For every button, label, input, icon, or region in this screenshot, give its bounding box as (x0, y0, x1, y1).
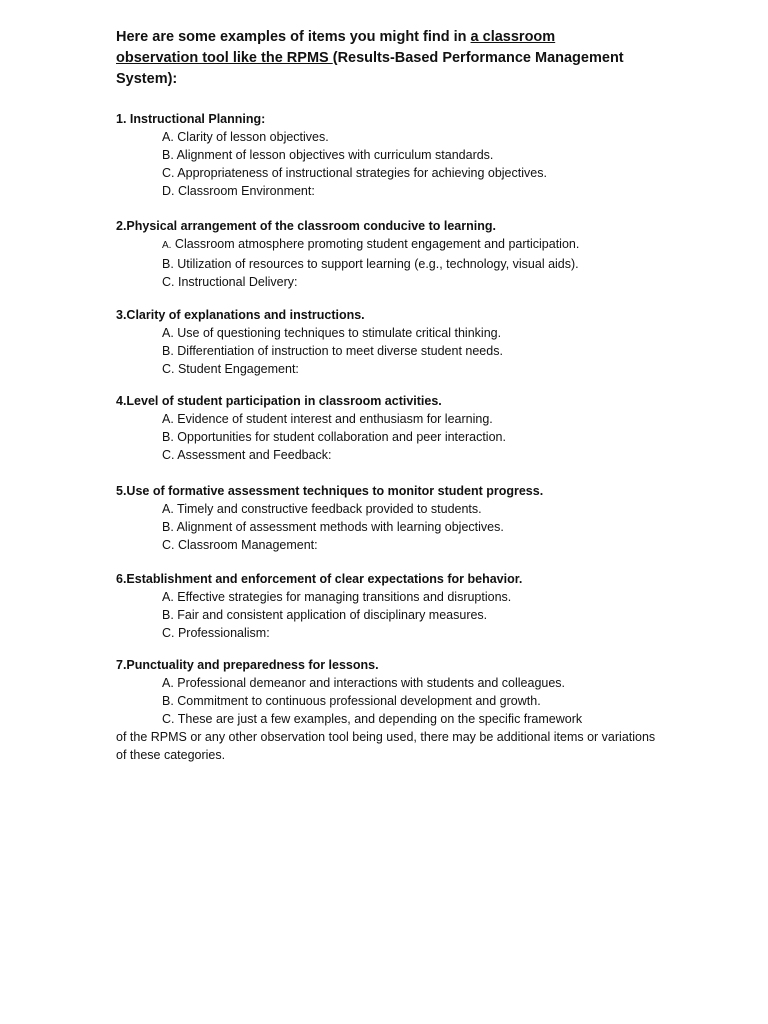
section-clarity (116, 306, 716, 378)
title-system-name: (Results-Based Performance Management System): (116, 50, 624, 87)
list-item: A. Effective strategies for managing transitions and disruptions. (162, 590, 512, 604)
section-heading: 7.Punctuality and preparedness for lessons. (116, 658, 379, 672)
list-item (116, 235, 716, 255)
item-text: Classroom atmosphere promoting student engagement and participation. (171, 237, 580, 251)
closing-first-line: C. These are just a few examples, and depending on the specific framework (162, 712, 583, 726)
list-item: D. Classroom Environment: (162, 184, 315, 198)
section-heading: 1. Instructional Planning: (116, 112, 266, 126)
list-item: A. Timely and constructive feedback provided to students. (162, 502, 482, 516)
section-heading: 3.Clarity of explanations and instructions. (116, 308, 365, 322)
list-item: A. Use of questioning techniques to stimulate critical thinking. (162, 326, 502, 340)
title-underlined: a classroom observation tool like the RPMS (116, 29, 556, 66)
list-item: C. Professionalism: (162, 626, 270, 640)
section-heading: 6.Establishment and enforcement of clear expectations for behavior. (116, 572, 523, 586)
section-heading: 5.Use of formative assessment techniques to monitor student progress. (116, 484, 544, 498)
item-letter: A. (162, 240, 172, 251)
list-item: B. Fair and consistent application of disciplinary measures. (162, 608, 488, 622)
list-item: A. Evidence of student interest and enthusiasm for learning. (162, 412, 493, 426)
list-item: C. Appropriateness of instructional strategies for achieving objectives. (162, 166, 547, 180)
title-intro: Here are some examples of items you might find in (116, 29, 471, 45)
document-title (116, 27, 636, 90)
list-item: A. Clarity of lesson objectives. (162, 130, 329, 144)
section-heading: 4.Level of student participation in classroom activities. (116, 394, 442, 408)
section-expectations (116, 570, 716, 642)
section-physical-arrangement (116, 217, 716, 291)
section-punctuality (116, 656, 716, 764)
list-item: B. Opportunities for student collaboration and peer interaction. (162, 430, 506, 444)
list-item: C. Student Engagement: (162, 362, 299, 376)
list-item: A. Professional demeanor and interactions with students and colleagues. (162, 676, 566, 690)
list-item: C. Instructional Delivery: (162, 275, 298, 289)
section-instructional-planning (116, 110, 716, 200)
section-student-participation (116, 392, 716, 464)
list-item: B. Commitment to continuous professional development and growth. (162, 694, 541, 708)
list-item: B. Alignment of assessment methods with learning objectives. (162, 520, 504, 534)
section-heading: 2.Physical arrangement of the classroom conducive to learning. (116, 219, 496, 233)
list-item: C. Classroom Management: (162, 538, 318, 552)
closing-paragraph: of the RPMS or any other observation tool being used, there may be additional items or variations of these categories. (116, 730, 656, 762)
list-item: B. Alignment of lesson objectives with curriculum standards. (162, 148, 494, 162)
list-item: C. Assessment and Feedback: (162, 448, 332, 462)
list-item: B. Utilization of resources to support learning (e.g., technology, visual aids). (162, 257, 579, 271)
section-formative-assessment (116, 482, 716, 554)
list-item: B. Differentiation of instruction to meet diverse student needs. (162, 344, 503, 358)
